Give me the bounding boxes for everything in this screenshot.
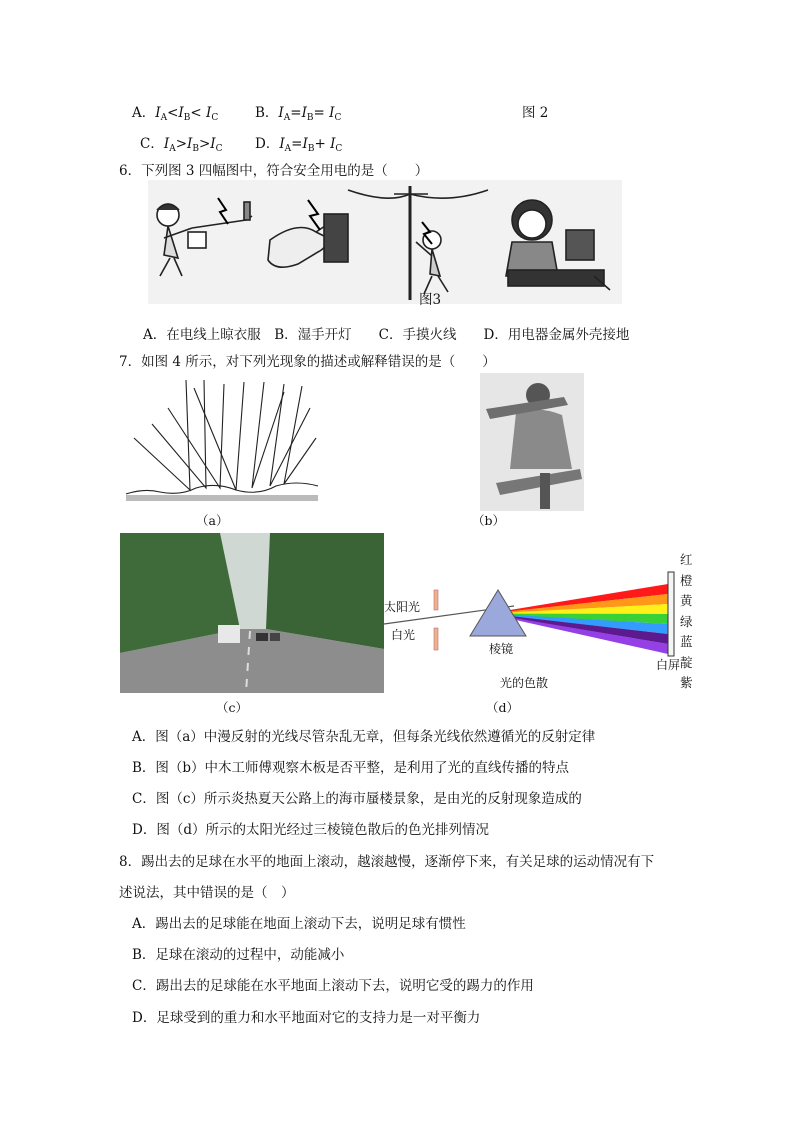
q6-stem: 6．下列图 3 四幅图中，符合安全用电的是（ ） <box>119 163 429 179</box>
q6-options: A．在电线上晾衣服 B．湿手开灯 C．手摸火线 D．用电器金属外壳接地 <box>143 327 630 343</box>
color-label: 蓝 <box>680 634 693 649</box>
q5-option-a: A．$I_A<I_B< I_C$ <box>132 105 219 123</box>
grounded-appliance-image <box>506 200 610 290</box>
caption-b: （b） <box>472 513 506 528</box>
color-label: 绿 <box>680 613 693 629</box>
caption-d: （d） <box>486 700 520 715</box>
figure-4b-carpenter-photo <box>480 373 584 511</box>
label-prism: 棱镜 <box>489 642 514 656</box>
slit-top <box>434 590 438 610</box>
figure-3-illustrations <box>148 180 622 304</box>
q8-option-d: D．足球受到的重力和水平地面对它的支持力是一对平衡力 <box>132 1010 481 1026</box>
spectrum-color-labels <box>680 550 696 694</box>
wet-hand-switch-image <box>268 200 348 267</box>
figure-3-label: 图3 <box>419 292 442 308</box>
figure-4a-diffuse-reflection <box>124 378 320 502</box>
color-label: 黄 <box>680 593 693 608</box>
figure-4c-road-mirage-photo <box>120 533 384 693</box>
road-mirage-image <box>120 533 384 693</box>
diffuse-reflection-diagram <box>124 378 320 502</box>
color-label: 靛 <box>680 654 693 670</box>
color-label: 橙 <box>680 572 693 588</box>
color-label: 红 <box>680 552 693 567</box>
q8-option-a: A．踢出去的足球能在地面上滚动下去，说明足球有惯性 <box>132 916 466 932</box>
color-label: 紫 <box>680 675 693 690</box>
q7-option-b: B．图（b）中木工师傅观察木板是否平整，是利用了光的直线传播的特点 <box>132 760 570 776</box>
q5-option-c: C．$I_A>I_B>I_C$ <box>140 136 223 154</box>
girl-hanging-clothes-image <box>157 198 252 276</box>
q7-option-c: C．图（c）所示炎热夏天公路上的海市蜃楼景象，是由光的反射现象造成的 <box>132 791 582 807</box>
q7-option-a: A．图（a）中漫反射的光线尽管杂乱无章，但每条光线依然遵循光的反射定律 <box>132 729 596 745</box>
white-screen <box>668 572 674 656</box>
caption-a: （a） <box>196 513 229 528</box>
q8-option-b: B．足球在滚动的过程中，动能减小 <box>132 947 345 963</box>
q5-option-d: D．$I_A=I_B+ I_C$ <box>255 136 343 154</box>
q7-option-d: D．图（d）所示的太阳光经过三棱镜色散后的色光排列情况 <box>132 822 489 838</box>
q8-option-c: C．踢出去的足球能在水平地面上滚动下去，说明它受的踢力的作用 <box>132 978 534 994</box>
label-white-light: 白光 <box>391 628 416 642</box>
q7-stem: 7．如图 4 所示，对下列光现象的描述或解释错误的是（ ） <box>119 354 496 370</box>
q5-option-b: B．$I_A=I_B= I_C$ <box>255 105 342 123</box>
boy-touching-wire-image <box>348 186 488 300</box>
slit-bottom <box>434 628 438 650</box>
spectrum-rays <box>510 584 668 654</box>
caption-c: （c） <box>216 700 249 715</box>
label-screen: 白屏 <box>656 658 681 672</box>
figure-4d-prism-dispersion <box>384 548 704 693</box>
figure-3 <box>148 180 622 304</box>
label-dispersion: 光的色散 <box>500 676 549 690</box>
figure-2-label: 图 2 <box>522 105 549 121</box>
carpenter-image <box>480 373 584 511</box>
q8-stem-line1: 8．踢出去的足球在水平的地面上滚动，越滚越慢，逐渐停下来，有关足球的运动情况有下 <box>119 854 655 870</box>
label-sunlight: 太阳光 <box>384 600 421 614</box>
q8-stem-line2: 述说法，其中错误的是（ ） <box>119 885 295 901</box>
